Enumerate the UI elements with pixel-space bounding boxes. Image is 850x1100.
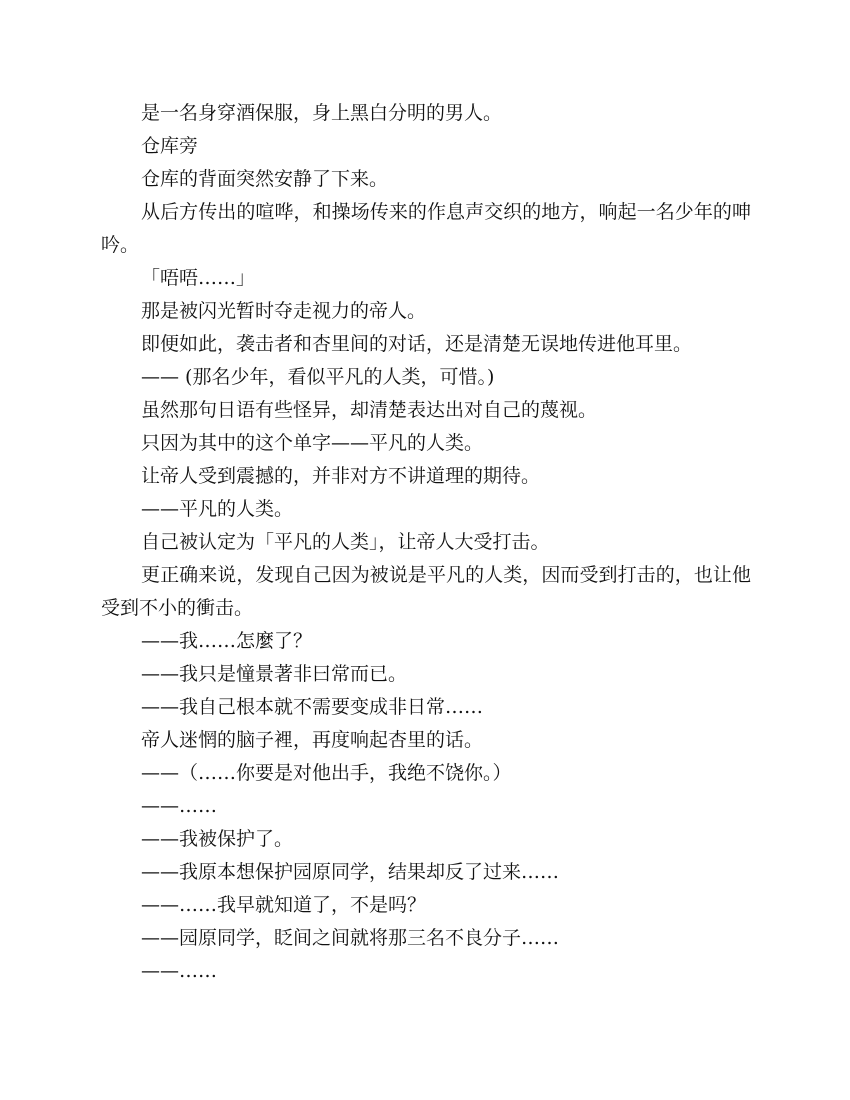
paragraph: 是一名身穿酒保服，身上黑白分明的男人。 xyxy=(141,102,503,124)
paragraph: 仓库的背面突然安静了下来。 xyxy=(141,168,389,190)
paragraph: ——园原同学，眨间之间就将那三名不良分子…… xyxy=(141,927,560,949)
paragraph: ——平凡的人类。 xyxy=(141,498,294,520)
paragraph: 帝人迷惘的脑子裡，再度响起杏里的话。 xyxy=(141,729,484,751)
paragraph: ——我自己根本就不需要变成非日常…… xyxy=(141,696,484,718)
paragraph: ——…… xyxy=(141,960,217,982)
paragraph: ——…… xyxy=(141,795,217,817)
paragraph: 更正确来说，发现自己因为被说是平凡的人类，因而受到打击的，也让他受到不小的衝击。 xyxy=(101,564,751,619)
paragraph: ——（……你要是对他出手，我绝不饶你。） xyxy=(141,762,512,784)
paragraph: 让帝人受到震撼的，并非对方不讲道理的期待。 xyxy=(141,465,541,487)
paragraph: 即便如此，袭击者和杏里间的对话，还是清楚无误地传进他耳里。 xyxy=(141,333,693,355)
paragraph: ——……我早就知道了，不是吗？ xyxy=(141,894,427,916)
paragraph: ——我只是憧景著非曰常而已。 xyxy=(141,663,408,685)
paragraph: ——我被保护了。 xyxy=(141,828,294,850)
paragraph: 仓库旁 xyxy=(141,135,199,157)
paragraph: 「唔唔……」 xyxy=(141,267,256,289)
document-body xyxy=(101,97,751,988)
paragraph: —— (那名少年，看似平凡的人类，可惜。) xyxy=(141,366,495,388)
paragraph: ——我原本想保护园原同学，结果却反了过来…… xyxy=(141,861,560,883)
paragraph: 自己被认定为「平凡的人类」，让帝人大受打击。 xyxy=(141,531,550,553)
paragraph: ——我……怎麼了？ xyxy=(141,630,313,652)
paragraph: 从后方传出的喧哗，和操场传来的作息声交织的地方，响起一名少年的呻吟。 xyxy=(101,201,751,256)
paragraph: 那是被闪光暂时夺走视力的帝人。 xyxy=(141,300,427,322)
paragraph: 虽然那句日语有些怪异，却清楚表达出对自己的蔑视。 xyxy=(141,399,598,421)
paragraph: 只因为其中的这个单字——平凡的人类。 xyxy=(141,432,484,454)
